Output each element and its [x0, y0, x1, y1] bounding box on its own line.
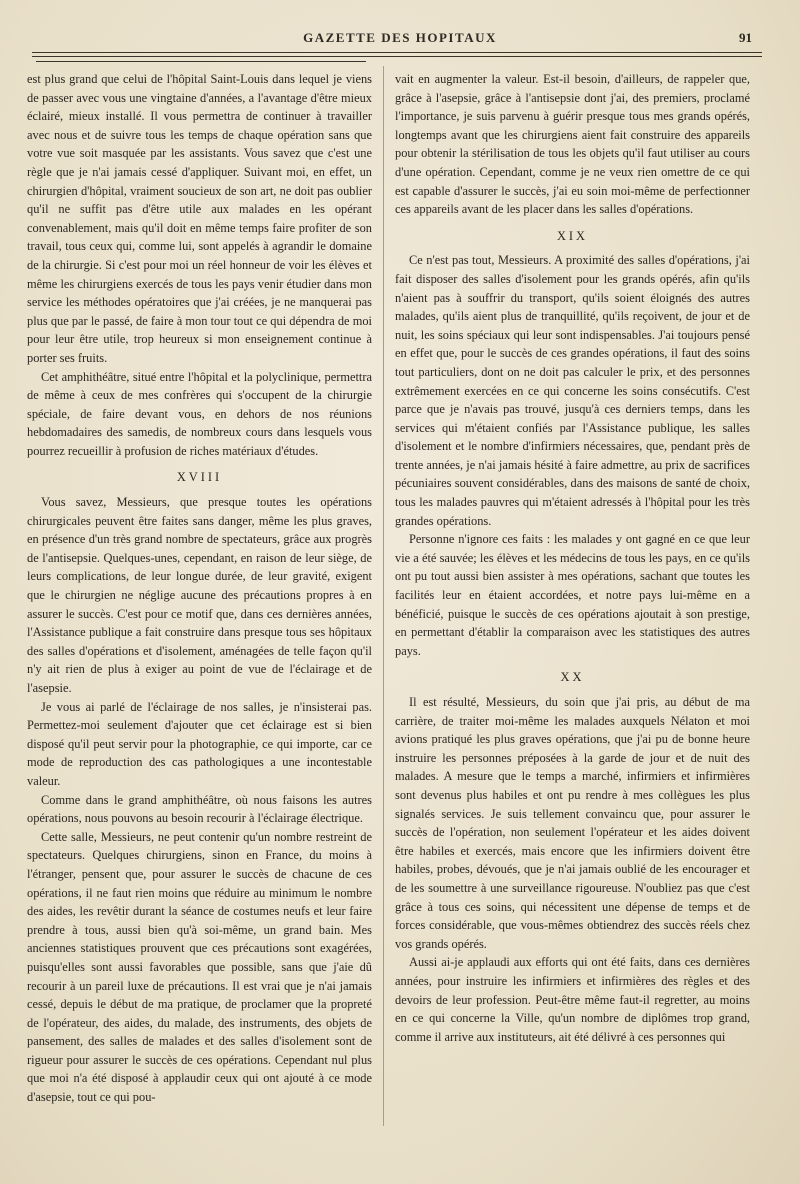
- section-heading: XVIII: [176, 470, 223, 485]
- right-column: [395, 70, 750, 1046]
- paragraph: Cet amphithéâtre, situé entre l'hôpital et la polyclinique, permettra de même à ceux de mes confrères qui s'occupent de la chirurgie spéciale, de faire devant vous, en dehors de nos réunions hebdomadaires des samedis, de nombreux cours dans lesquels vous pourrez recueillir à profusion de riches matériaux d'études.: [27, 369, 372, 458]
- journal-title: GAZETTE DES HOPITAUX: [303, 30, 497, 45]
- column-divider: [383, 66, 384, 1126]
- header-rule: [32, 52, 762, 53]
- paragraph: Ce n'est pas tout, Messieurs. A proximité des salles d'opérations, j'ai fait disposer des salles d'isolement pour les grands opérés, afin qu'ils n'aient pas à souffrir du transport, qu'ils soient éloignés des autres malades, qu'ils aient plus de tranquillité, qu'ils reçoivent, de jour et de nuit, les soins spéciaux qui leur sont indispensables. J'ai toujours pensé en effet que, pour le succès de ces grandes opérations, il faut des soins tout particuliers, dont on ne doit pas calculer le prix, et des personnes extrêmement exercées en ce qui concerne les soins consécutifs. C'est parce que je n'avais pas trouvé, jusqu'à ces derniers temps, dans les services qui m'étaient confiés par l'Assistance publique, les salles d'isolement et le nombre d'infirmiers nécessaires, que, pendant près de trente années, je n'ai jamais hésité à faire admettre, au prix de sacrifices pécuniaires souvent considérables, dans des maisons de santé de choix, tous les malades pauvres qui m'étaient adressés à l'hôpital pour les très grandes opérations.: [395, 253, 750, 528]
- header-rule-double: [32, 56, 762, 57]
- paragraph: vait en augmenter la valeur. Est-il besoin, d'ailleurs, de rappeler que, grâce à l'asepsie, grâce à l'antisepsie dont j'ai, des premiers, proclamé l'importance, je suis parvenu à guérir presque tous mes grands opérés, longtemps avant que les chirurgiens aient fait construire des appareils pour obtenir la stérilisation de tous les objets qu'il faut utiliser au cours d'une opération. Cependant, comme je ne veux rien omettre de ce qui est capable d'assurer le succès, j'ai eu soin moi-même de perfectionner ces appareils avant de les placer dans les salles d'opérations.: [395, 72, 750, 217]
- column-rule: [36, 61, 366, 62]
- paragraph: Cette salle, Messieurs, ne peut contenir qu'un nombre restreint de spectateurs. Quelques chirurgiens, sinon en France, du moins à l'étranger, pensent que, pour assurer le succès de chacune de ces opérations, il ne faut rien moins que réduire au minimum le nombre des aides, les revêtir durant la séance de costumes neufs et leur faire prendre à tous, aussi bien qu'à soi-même, un grand bain. Mes anciennes statistiques prouvent que ces précautions sont exagérées, puisqu'elles sont aussi favorables que possible, sans que j'aie dû recourir à un pareil luxe de précautions. Il est vrai que je n'ai jamais cessé, depuis le début de ma pratique, de proclamer que la propreté de l'opérateur, des aides, du malade, des instruments, des objets de pansement, des salles de malades et des salles d'isolement sont de rigueur pour assurer le succès de ces opérations. Cependant nul plus que moi n'a été disposé à applaudir ceux qui ont ajouté à ce mode d'asepsie, tout ce qui pou-: [27, 829, 372, 1105]
- section-heading: XIX: [556, 228, 589, 243]
- paragraph: Personne n'ignore ces faits : les malades y ont gagné en ce que leur vie a été sauvée; les élèves et les médecins de tous les pays, en ce qu'ils ont pu tout aussi bien assister à mes opérations, sachant que toutes les facilités leur en étaient accordées, et notre pays lui-même en a bénéficié, puisque le succès de ces opérations ajoutait à son prestige, en permettant d'établir la comparaison avec les statistiques des autres pays.: [395, 532, 750, 658]
- paragraph: Aussi ai-je applaudi aux efforts qui ont été faits, dans ces dernières années, pour instruire les infirmiers et infirmières des règles et des devoirs de leur profession. Peut-être même faut-il regretter, au moins en ce qui concerne la Ville, qu'un nombre de diplômes trop grand, comme il arrive aux instituteurs, ait été délivré à ces personnes qui: [395, 955, 750, 1044]
- section-heading: XX: [560, 670, 585, 685]
- page-number: 91: [739, 30, 752, 45]
- running-header: [0, 30, 800, 50]
- paragraph: Je vous ai parlé de l'éclairage de nos salles, je n'insisterai pas. Permettez-moi seulement d'ajouter que cet éclairage est si bien disposé qu'il peut servir pour la photographie, ce qui importe, car ce mode de reproduction des cas pathologiques a une incontestable valeur.: [27, 699, 372, 788]
- paragraph: Il est résulté, Messieurs, du soin que j'ai pris, au début de ma carrière, de traiter moi-même les malades auxquels Nélaton et moi avions pratiqué les plus graves opérations, que j'ai pu de bonne heure instruire les personnes préposées à la garde de jour et de nuit des malades. A mesure que le temps a marché, infirmiers et infirmières sont devenus plus habiles et ont pu rendre à mes collègues les plus signalés services. Je suis tellement convaincu que, pour assurer le succès de l'opération, non seulement l'opérateur et les aides doivent être habiles et exercés, mais encore que les infirmiers doivent être habiles, probes, dévoués, que je n'ai jamais oublié de les encourager et de les soumettre à une surveillance rigoureuse. N'oubliez pas que c'est grâce à tous ces soins, qui nécessitent une dépense de temps et de forces considérable, que vous-mêmes obtiendrez des succès réels chez vos grands opérés.: [395, 695, 750, 951]
- paragraph: Comme dans le grand amphithéâtre, où nous faisons les autres opérations, nous pouvons au besoin recourir à l'éclairage électrique.: [27, 792, 372, 826]
- paragraph: est plus grand que celui de l'hôpital Saint-Louis dans lequel je viens de passer avec vous une vingtaine d'années, a l'avantage d'être mieux éclairé, mieux installé. Il vous permettra de continuer à travailler avec nous et de suivre tous les temps de chaque opération sans que votre vue soit masquée par les assistants. Vous savez que c'est une règle que je n'ai jamais cessé d'appliquer. Suivant moi, en effet, un chirurgien d'hôpital, vraiment soucieux de son art, ne doit pas oublier qu'il ne suffit pas d'être utile aux malades en les opérant convenablement, mais qu'il doit en même temps faire profiter de son travail, tous ceux qui, comme lui, sont appelés à agrandir le domaine de la chirurgie. Si c'est pour moi un réel honneur de voir les élèves et même les chirurgiens exercés de tous les pays venir étudier dans mon service les méthodes opératoires que j'ai créées, je ne manquerai pas plus que par le passé, de faire à mon tour tout ce qui dépendra de moi pour leur être utile, trop heureux si mon enseignement continue à porter ses fruits.: [27, 72, 372, 365]
- left-column: [27, 70, 372, 1107]
- paragraph: Vous savez, Messieurs, que presque toutes les opérations chirurgicales peuvent être faites sans danger, même les plus graves, en présence d'un très grand nombre de spectateurs, grâce aux progrès de l'antisepsie. Quelques-unes, cependant, en raison de leur siège, de leurs complications, de leur longue durée, de leur gravité, exigent que le chirurgien ne néglige aucune des précautions propres à en assurer le succès. C'est pour ce motif que, dans ces dernières années, l'Assistance publique a fait construire dans presque tous ses hôpitaux des salles d'opérations et d'isolement, aménagées de telle façon qu'il n'y ait rien de plus à exiger au point de vue de l'éclairage et de l'asepsie.: [27, 495, 372, 695]
